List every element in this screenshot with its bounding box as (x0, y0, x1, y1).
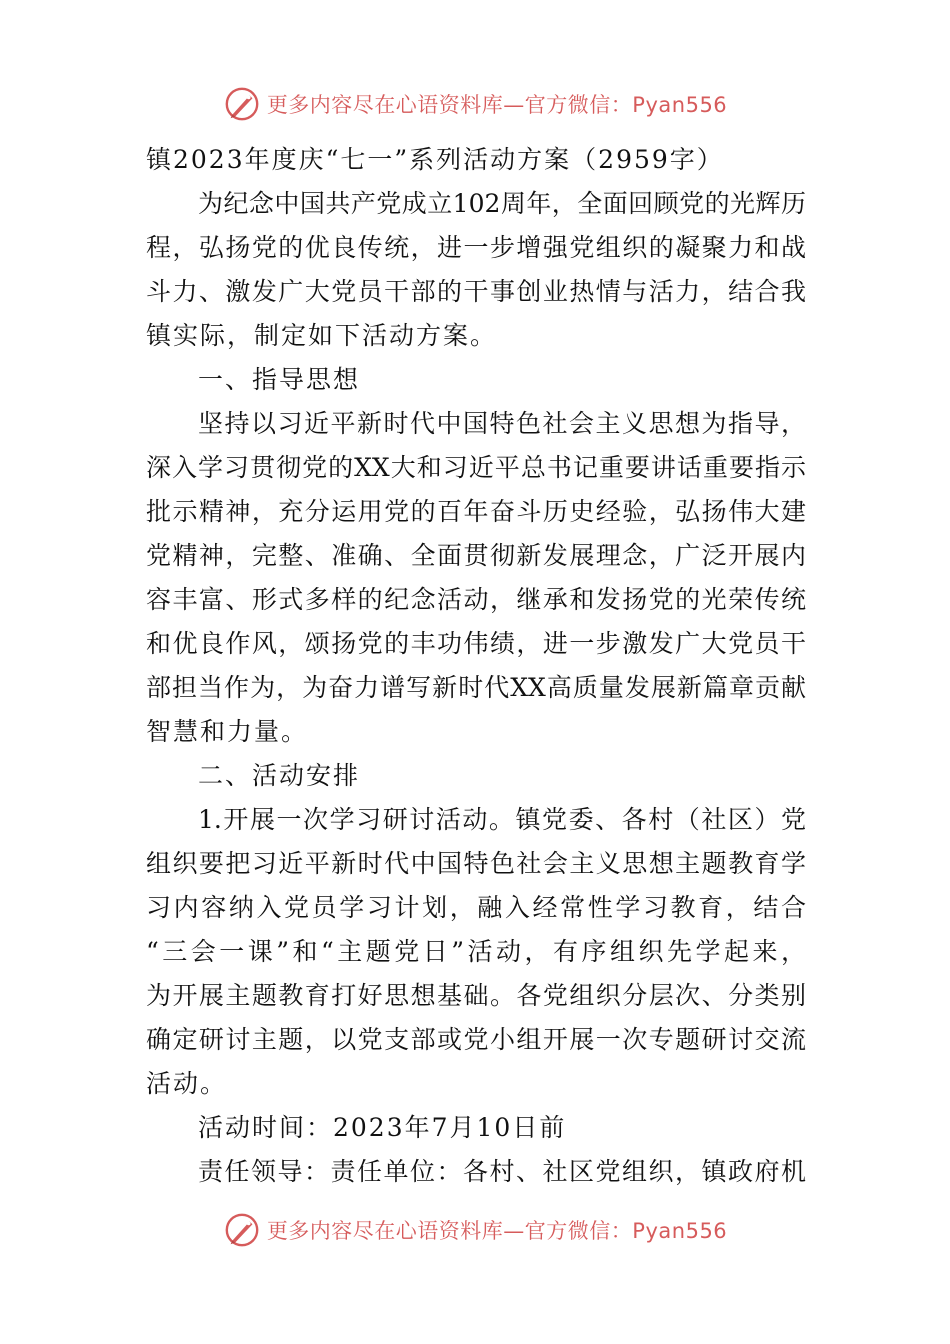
paragraph-line: 为纪念中国共产党成立102周年，全面回顾党的光辉历 (198, 189, 806, 218)
footer-watermark-banner (0, 1208, 950, 1252)
paragraph-line: 智慧和力量。 (146, 717, 309, 746)
paragraph-line: 深入学习贯彻党的XX大和习近平总书记重要讲话重要指示 (146, 453, 806, 482)
paragraph-line: 活动。 (146, 1069, 228, 1098)
paragraph-line: 组织要把习近平新时代中国特色社会主义思想主题教育学 (146, 849, 806, 878)
paragraph-line: 部担当作为，为奋力谱写新时代XX高质量发展新篇章贡献 (146, 673, 806, 702)
header-watermark-banner (0, 82, 950, 126)
section-heading: 一、指导思想 (198, 365, 361, 394)
paragraph-line: 程，弘扬党的优良传统，进一步增强党组织的凝聚力和战 (146, 233, 806, 262)
paragraph-line: 习内容纳入党员学习计划，融入经常性学习教育，结合 (146, 893, 806, 922)
paragraph-line: 为开展主题教育打好思想基础。各党组织分层次、分类别 (146, 981, 806, 1010)
document-body (146, 138, 806, 1194)
responsibility-line: 责任领导：责任单位：各村、社区党组织，镇政府机 (198, 1157, 806, 1186)
paragraph-line: 批示精神，充分运用党的百年奋斗历史经验，弘扬伟大建 (146, 497, 806, 526)
pen-circle-logo-icon (223, 85, 261, 123)
paragraph-line: 确定研讨主题，以党支部或党小组开展一次专题研讨交流 (146, 1025, 806, 1054)
watermark-text: 更多内容尽在心语资料库—官方微信：Pyan556 (266, 93, 728, 117)
section-heading: 二、活动安排 (198, 761, 361, 790)
activity-time-line: 活动时间：2023年7月10日前 (198, 1113, 567, 1142)
paragraph-line: “三会一课”和“主题党日”活动，有序组织先学起来， (146, 937, 806, 966)
paragraph-line: 和优良作风，颂扬党的丰功伟绩，进一步激发广大党员干 (146, 629, 806, 658)
document-title: 镇2023年度庆“七一”系列活动方案（2959字） (146, 145, 724, 174)
paragraph-line: 1.开展一次学习研讨活动。镇党委、各村（社区）党 (198, 805, 806, 834)
watermark-text: 更多内容尽在心语资料库—官方微信：Pyan556 (266, 1219, 728, 1243)
paragraph-line: 党精神，完整、准确、全面贯彻新发展理念，广泛开展内 (146, 541, 806, 570)
paragraph-line: 容丰富、形式多样的纪念活动，继承和发扬党的光荣传统 (146, 585, 806, 614)
paragraph-line: 镇实际，制定如下活动方案。 (146, 321, 498, 350)
paragraph-line: 斗力、激发广大党员干部的干事创业热情与活力，结合我 (146, 277, 806, 306)
paragraph-line: 坚持以习近平新时代中国特色社会主义思想为指导， (198, 409, 806, 438)
pen-circle-logo-icon (223, 1211, 261, 1249)
